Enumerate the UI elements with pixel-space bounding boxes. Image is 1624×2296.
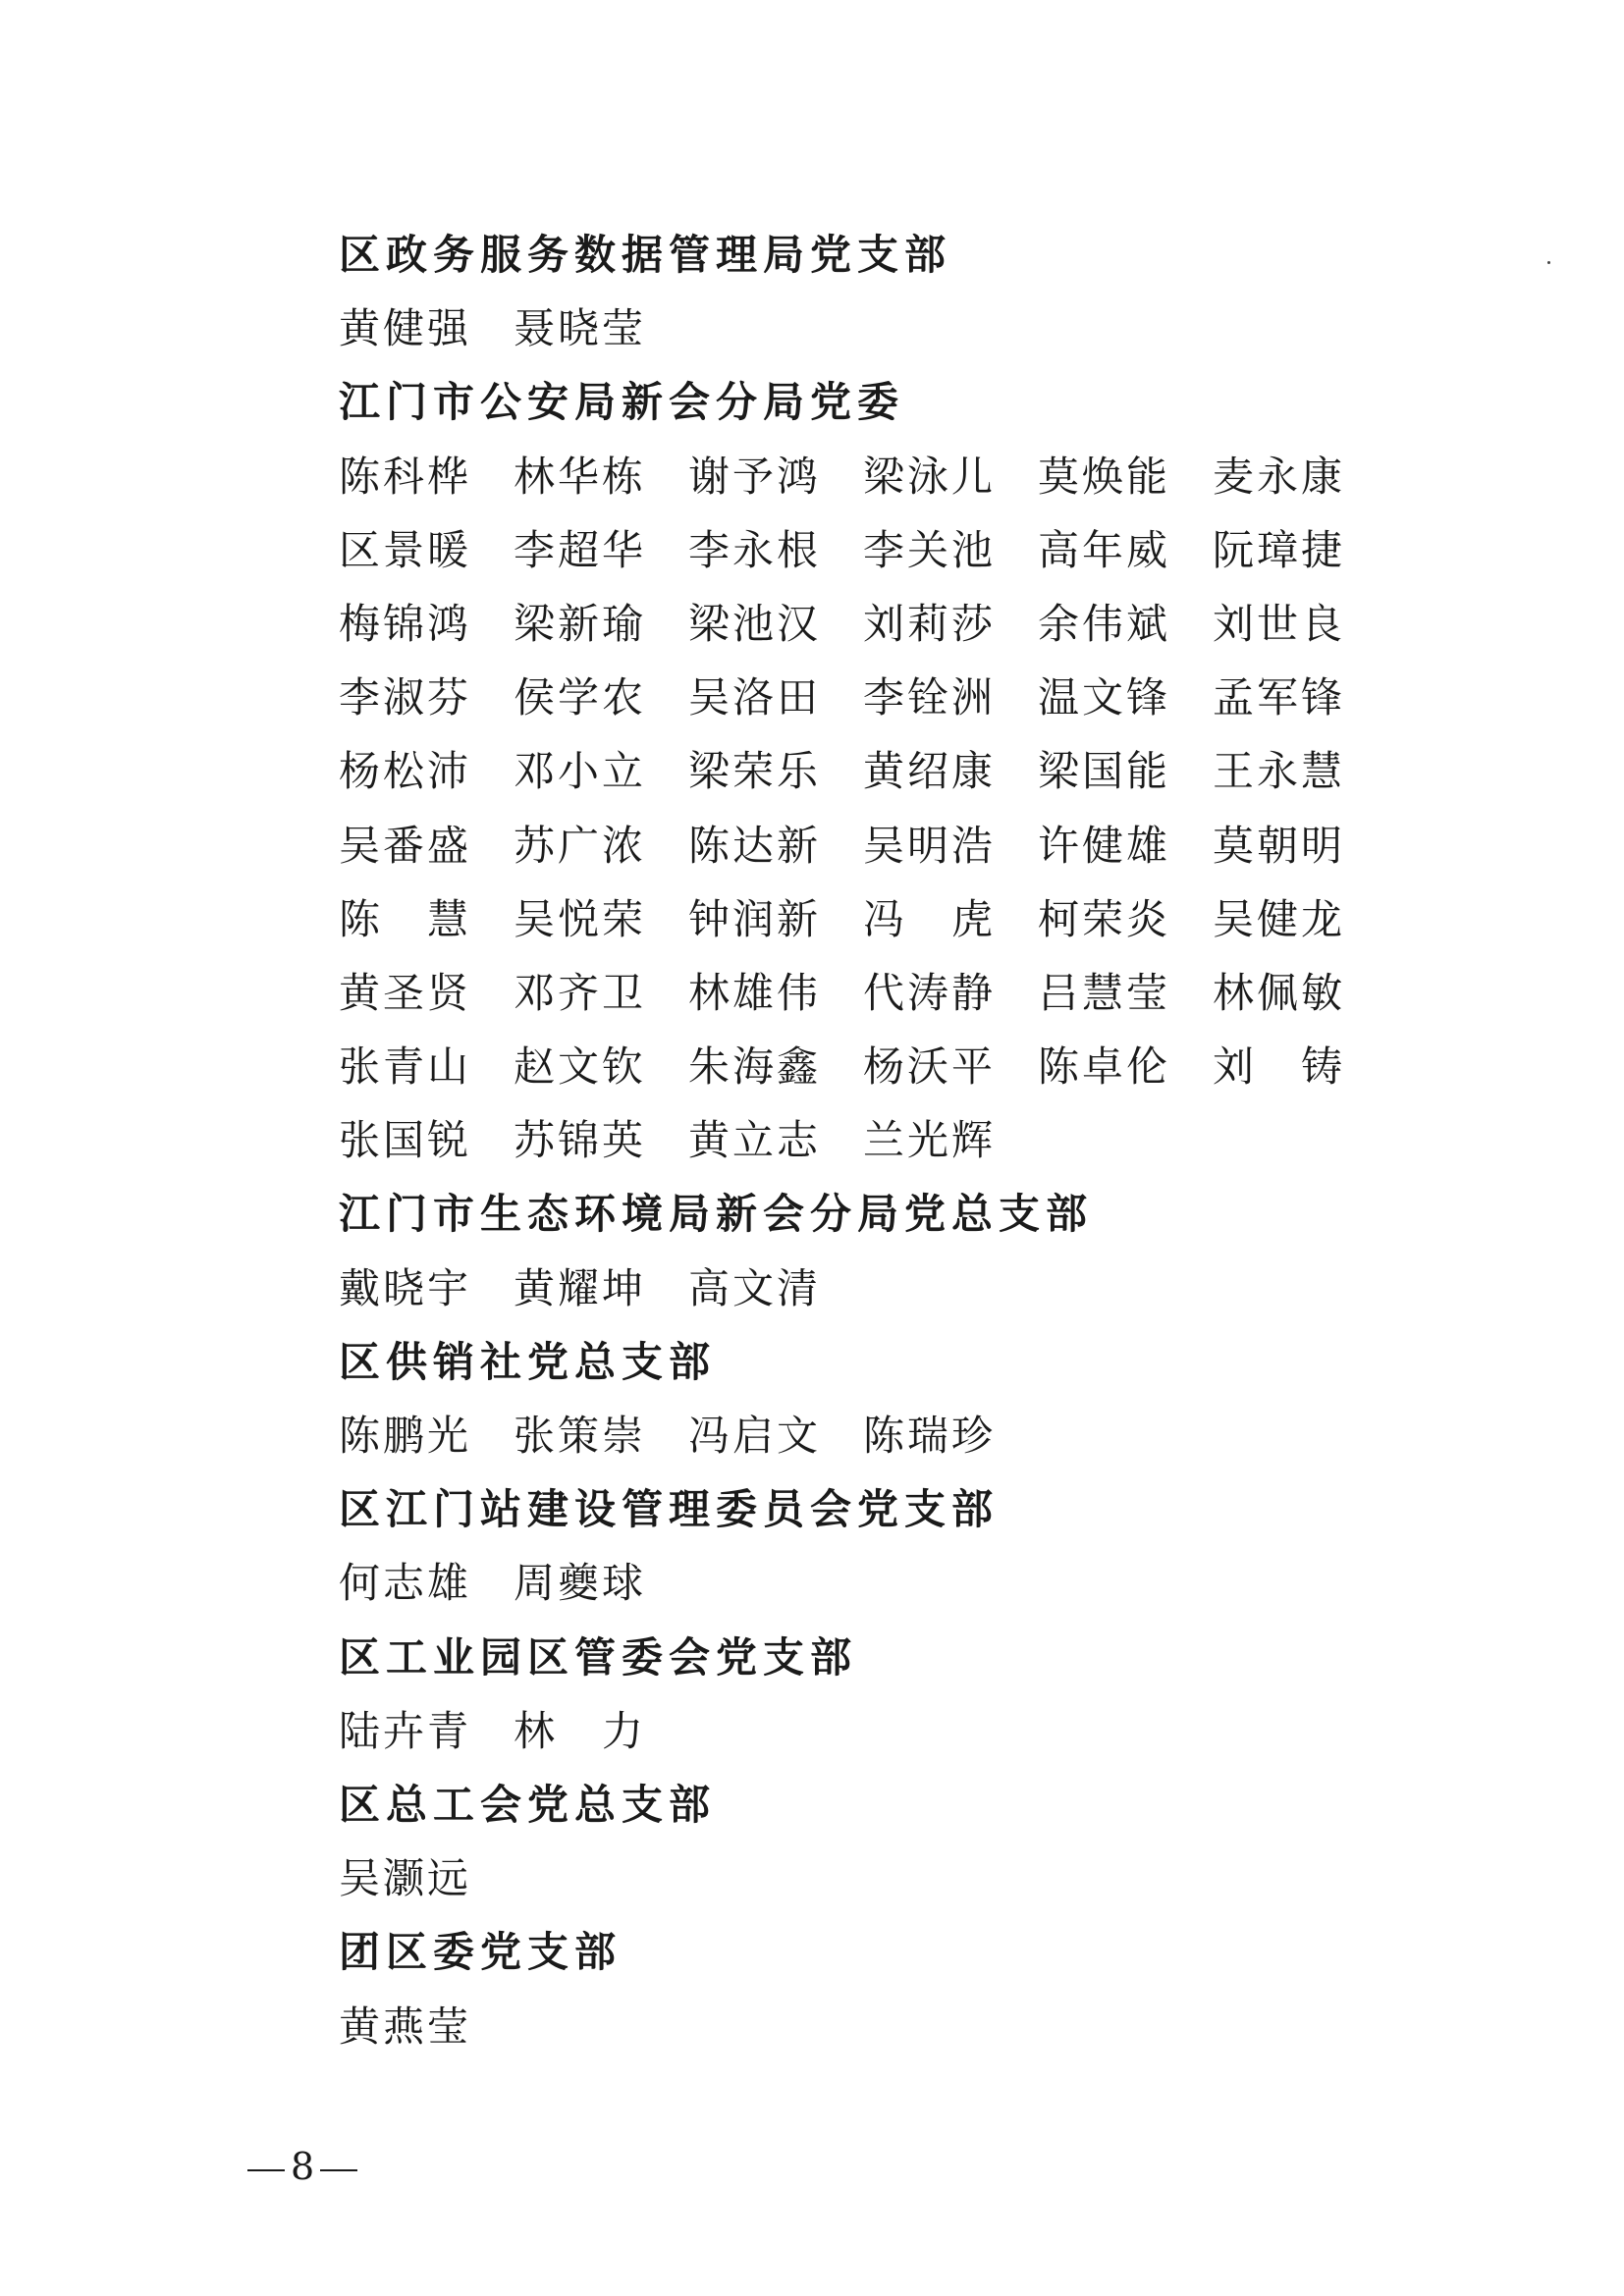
member-name: 张国锐 [339, 1116, 472, 1165]
footer-dash-right [320, 2169, 357, 2171]
member-name: 吴健龙 [1213, 894, 1346, 943]
member-name: 林华栋 [514, 452, 647, 501]
member-name: 张青山 [339, 1042, 472, 1092]
member-name: 赵文钦 [514, 1042, 647, 1092]
member-name: 杨松沛 [339, 747, 472, 796]
member-name: 钟润新 [688, 894, 822, 943]
member-name: 梁池汉 [688, 599, 822, 648]
member-name: 朱海鑫 [688, 1042, 822, 1092]
page-number: 8 [291, 2145, 315, 2188]
member-name: 麦永康 [1213, 452, 1346, 501]
member-name: 刘世良 [1213, 599, 1346, 648]
member-list [339, 218, 1419, 2063]
member-name: 孟军锋 [1213, 673, 1346, 722]
member-name: 陆卉青 [339, 1706, 472, 1755]
member-name: 吴明浩 [863, 821, 997, 870]
member-name: 张策崇 [514, 1412, 647, 1460]
member-name: 余伟斌 [1038, 599, 1171, 648]
member-name: 谢予鸿 [688, 452, 822, 501]
name-row [339, 809, 1419, 882]
member-name: 吴悦荣 [514, 894, 647, 943]
section-heading: 区江门站建设管理委员会党支部 [339, 1485, 1000, 1534]
member-name: 黄健强 [339, 304, 472, 353]
name-row [339, 1399, 1419, 1472]
member-name: 戴晓宇 [339, 1263, 472, 1312]
member-name: 陈鹏光 [339, 1412, 472, 1460]
member-name: 苏锦英 [514, 1116, 647, 1165]
member-name: 刘莉莎 [863, 599, 997, 648]
name-row [339, 661, 1419, 734]
member-name: 李永根 [688, 525, 822, 574]
section-heading: 区政务服务数据管理局党支部 [339, 231, 952, 279]
member-name: 区景暖 [339, 525, 472, 574]
member-name: 吴洛田 [688, 673, 822, 722]
member-name: 李关池 [863, 525, 997, 574]
member-name: 苏广浓 [514, 821, 647, 870]
member-name: 温文锋 [1038, 673, 1171, 722]
section-heading: 团区委党支部 [339, 1928, 623, 1977]
member-name: 侯学农 [514, 673, 647, 722]
name-row [339, 882, 1419, 956]
member-name: 周夔球 [514, 1559, 647, 1608]
name-row [339, 1252, 1419, 1325]
member-name: 陈卓伦 [1038, 1042, 1171, 1092]
member-name: 吴灏远 [339, 1854, 472, 1903]
member-name: 梁泳儿 [863, 452, 997, 501]
member-name: 陈科桦 [339, 452, 472, 501]
member-name: 冯 虎 [863, 894, 997, 943]
member-name: 邓小立 [514, 747, 647, 796]
name-row [339, 1103, 1419, 1177]
member-name: 梁荣乐 [688, 747, 822, 796]
name-row [339, 587, 1419, 661]
member-name: 黄燕莹 [339, 2002, 472, 2051]
member-name: 杨沃平 [863, 1042, 997, 1092]
scan-speck [1547, 261, 1550, 264]
member-name: 王永慧 [1213, 747, 1346, 796]
name-row [339, 440, 1419, 513]
member-name: 黄绍康 [863, 747, 997, 796]
name-row [339, 1546, 1419, 1620]
member-name: 吴番盛 [339, 821, 472, 870]
footer-dash-left [247, 2169, 285, 2171]
section-heading: 区供销社党总支部 [339, 1337, 717, 1386]
member-name: 柯荣炎 [1038, 894, 1171, 943]
member-name: 林雄伟 [688, 968, 822, 1017]
section-heading: 江门市生态环境局新会分局党总支部 [339, 1190, 1094, 1239]
section-heading: 区工业园区管委会党支部 [339, 1632, 858, 1682]
member-name: 李铨洲 [863, 673, 997, 722]
member-name: 冯启文 [688, 1412, 822, 1460]
member-name: 刘 铸 [1213, 1042, 1346, 1092]
name-row [339, 513, 1419, 587]
member-name: 梁新瑜 [514, 599, 647, 648]
name-row [339, 1030, 1419, 1103]
member-name: 聂晓莹 [514, 304, 647, 353]
member-name: 高文清 [688, 1263, 822, 1312]
page-footer [247, 2143, 357, 2190]
member-name: 吕慧莹 [1038, 968, 1171, 1017]
name-row [339, 1842, 1419, 1915]
member-name: 莫焕能 [1038, 452, 1171, 501]
member-name: 何志雄 [339, 1559, 472, 1608]
name-row [339, 1694, 1419, 1768]
member-name: 莫朝明 [1213, 821, 1346, 870]
member-name: 林 力 [514, 1706, 647, 1755]
member-name: 兰光辉 [863, 1116, 997, 1165]
member-name: 李超华 [514, 525, 647, 574]
member-name: 陈瑞珍 [863, 1412, 997, 1460]
member-name: 阮璋捷 [1213, 525, 1346, 574]
member-name: 陈 慧 [339, 894, 472, 943]
member-name: 黄圣贤 [339, 968, 472, 1017]
member-name: 代涛静 [863, 968, 997, 1017]
name-row [339, 1990, 1419, 2063]
member-name: 陈达新 [688, 821, 822, 870]
member-name: 李淑芬 [339, 673, 472, 722]
member-name: 邓齐卫 [514, 968, 647, 1017]
member-name: 黄耀坤 [514, 1263, 647, 1312]
member-name: 梁国能 [1038, 747, 1171, 796]
member-name: 林佩敏 [1213, 968, 1346, 1017]
name-row [339, 292, 1419, 365]
member-name: 梅锦鸿 [339, 599, 472, 648]
member-name: 高年威 [1038, 525, 1171, 574]
member-name: 黄立志 [688, 1116, 822, 1165]
member-name: 许健雄 [1038, 821, 1171, 870]
name-row [339, 956, 1419, 1030]
section-heading: 江门市公安局新会分局党委 [339, 378, 905, 427]
name-row [339, 734, 1419, 808]
section-heading: 区总工会党总支部 [339, 1780, 717, 1829]
